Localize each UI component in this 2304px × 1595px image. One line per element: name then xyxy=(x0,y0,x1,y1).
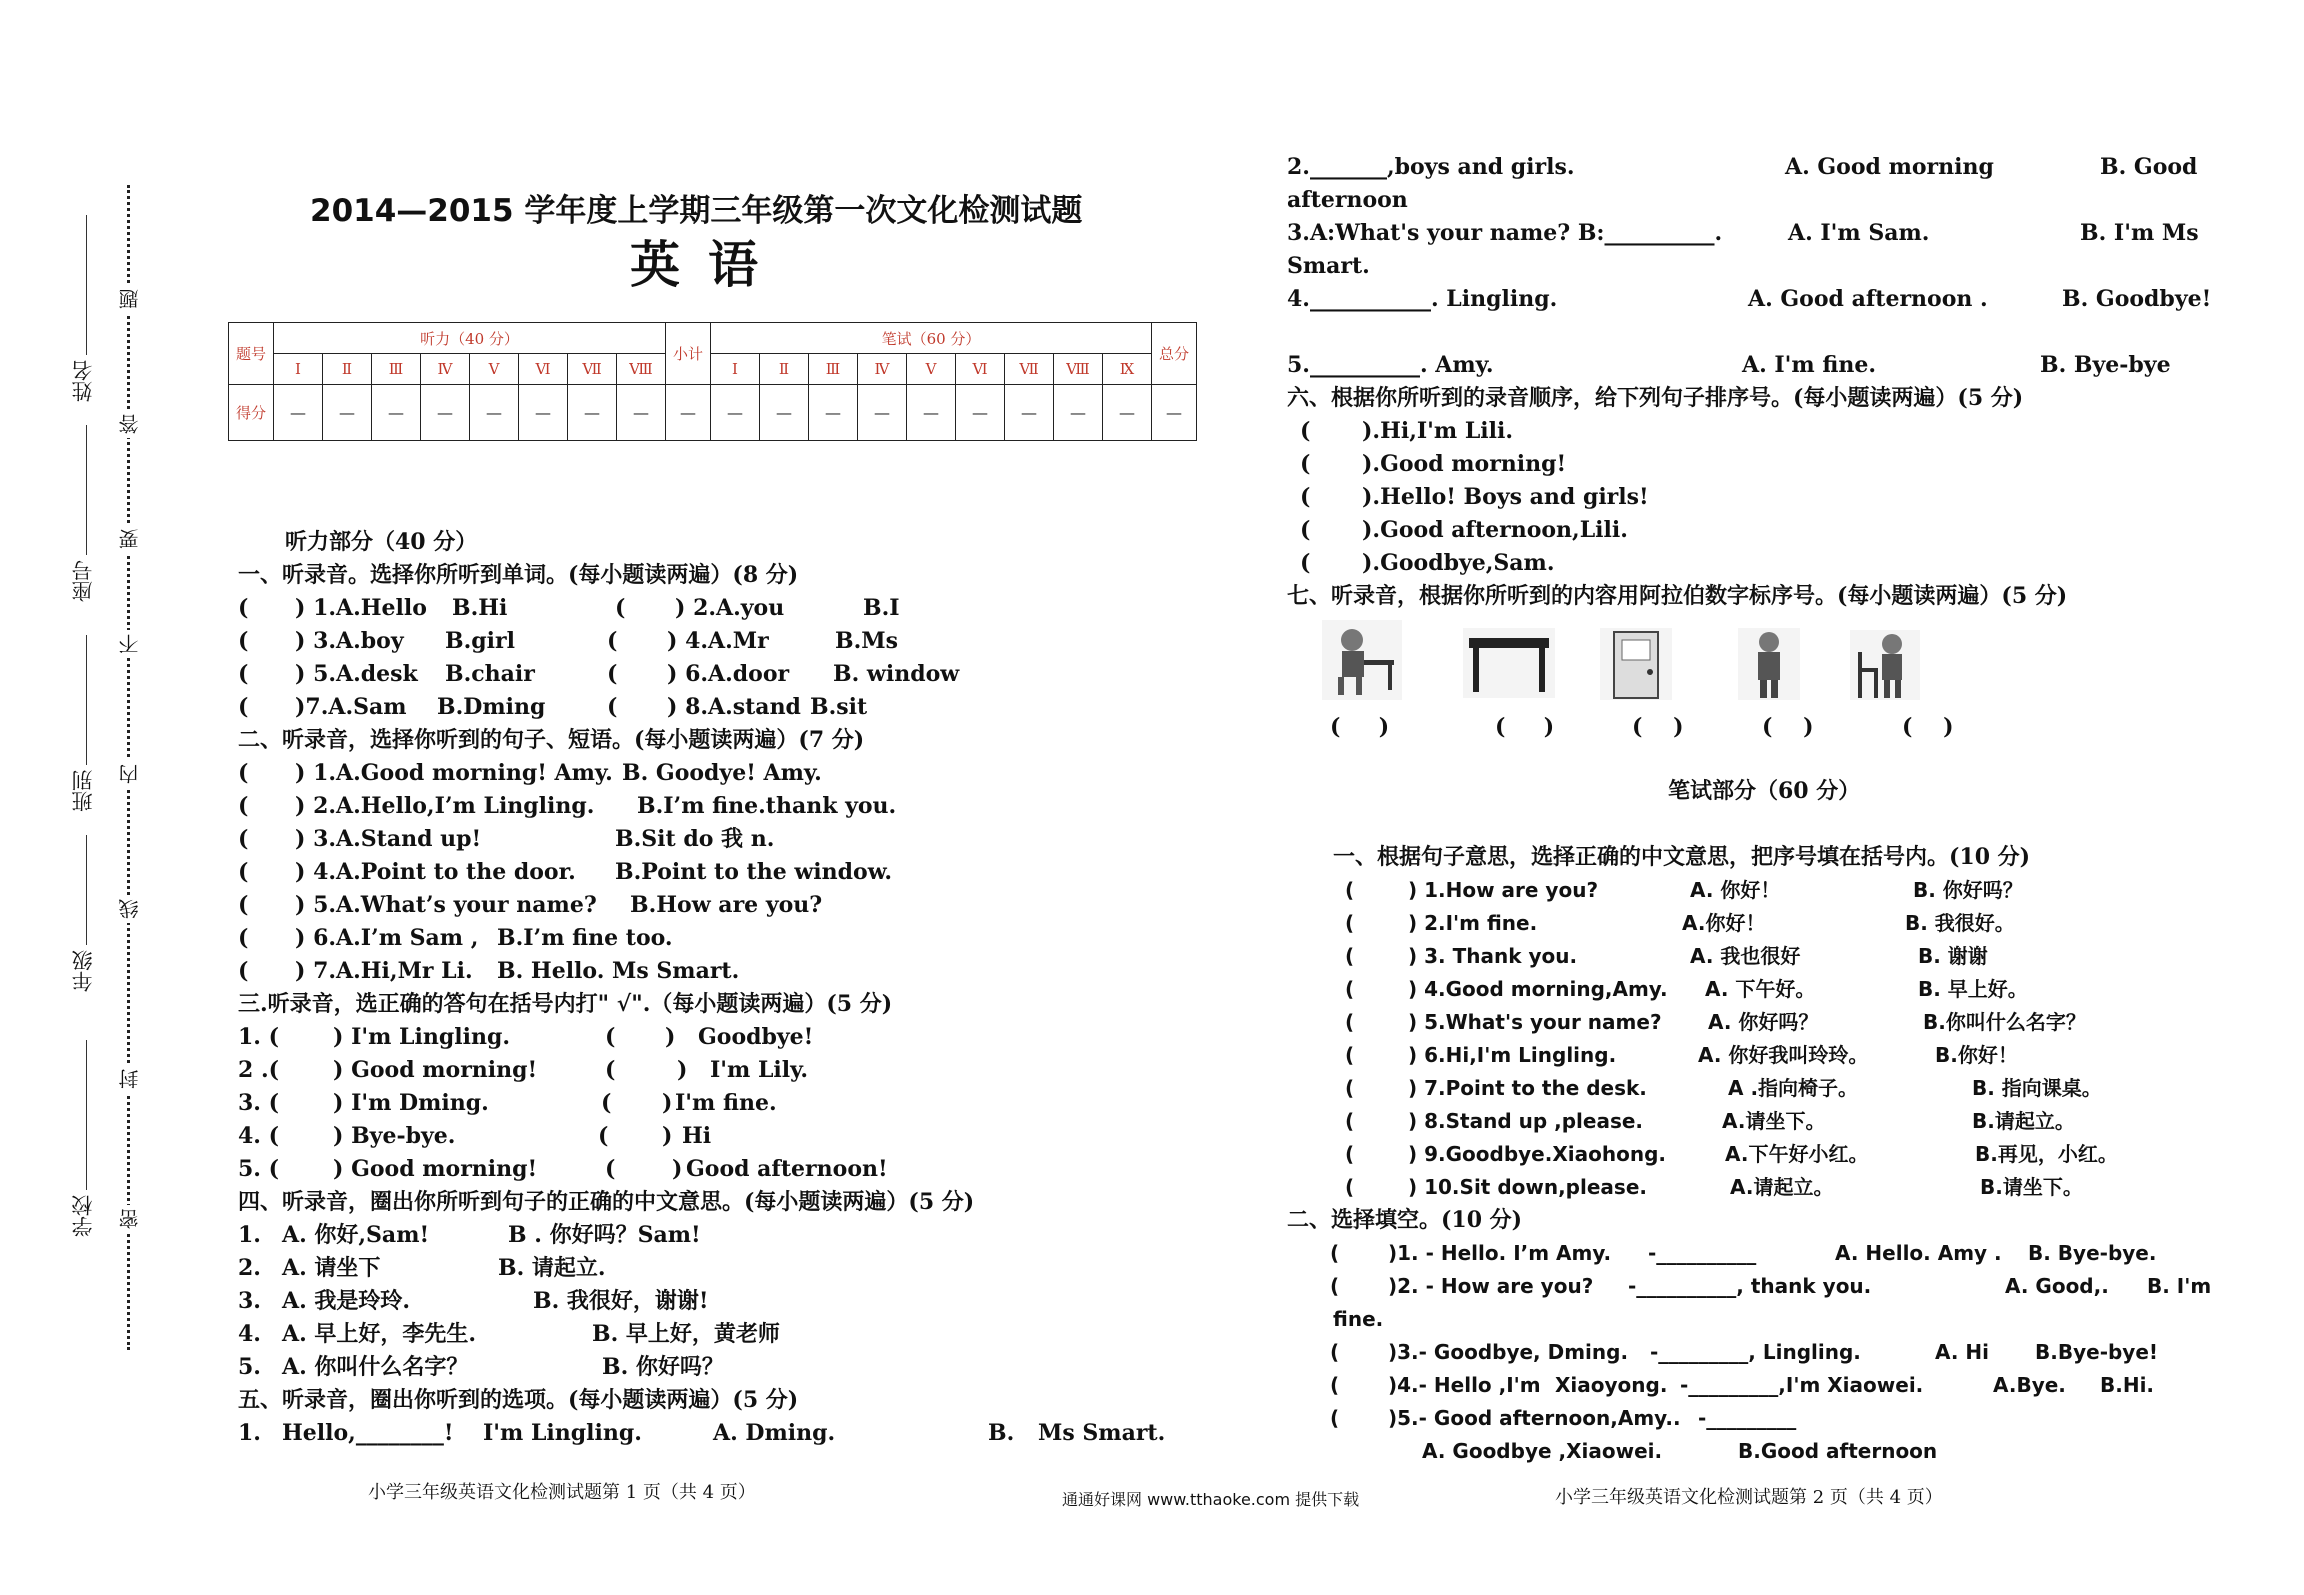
question-text: ) 5.What's your name? xyxy=(1408,1010,1662,1034)
option-text[interactable]: A. 请坐下 xyxy=(282,1255,381,1281)
score-cell[interactable]: — xyxy=(421,385,470,441)
desk-picture xyxy=(1463,628,1555,698)
section-heading: 一、听录音。选择你所听到单词。(每小题读两遍）(8 分) xyxy=(238,562,799,588)
option-text: B.chair xyxy=(445,661,535,687)
option-text: A.下午好小红。 xyxy=(1725,1142,1869,1166)
option-text: )7.A.Sam xyxy=(295,694,407,720)
school-field[interactable] xyxy=(86,1040,87,1190)
option-text: ).Good morning! xyxy=(1362,451,1567,477)
question-text: ) 2.I'm fine. xyxy=(1408,911,1538,935)
option-text[interactable]: B. Goodbye! xyxy=(2062,286,2212,312)
score-cell[interactable]: — xyxy=(1103,385,1152,441)
option-text: ) 1.A.Hello xyxy=(295,595,427,621)
question-text: Xiaoyong. xyxy=(1555,1373,1668,1397)
option-text: ).Hi,I'm Lili. xyxy=(1362,418,1514,444)
question-text: ) 8.Stand up ,please. xyxy=(1408,1109,1644,1133)
col-header: Ⅶ xyxy=(1005,354,1054,385)
col-header: Ⅸ xyxy=(1103,354,1152,385)
option-text: I'm Lily. xyxy=(710,1057,809,1083)
option-text[interactable]: B. xyxy=(988,1420,1015,1446)
question-text: ) 10.Sit down,please. xyxy=(1408,1175,1647,1199)
option-text: ) Good morning! xyxy=(333,1057,538,1083)
item-number: 1. xyxy=(238,1222,261,1248)
option-text: ) I'm Dming. xyxy=(333,1090,489,1116)
col-header: Ⅷ xyxy=(617,354,666,385)
col-header: Ⅳ xyxy=(421,354,470,385)
bracket[interactable]: ( xyxy=(238,958,249,984)
bracket[interactable]: ( xyxy=(1345,1043,1355,1067)
section-heading: 二、听录音，选择你听到的句子、短语。(每小题读两遍）(7 分) xyxy=(238,727,865,753)
bracket[interactable]: ( xyxy=(607,661,618,687)
option-text: B.Sit do 我 n. xyxy=(615,826,775,852)
writing-label: 笔试（60 分） xyxy=(711,323,1152,354)
option-text: ).Good afternoon,Lili. xyxy=(1362,517,1628,543)
option-text: ) 6.A.I’m Sam , xyxy=(295,925,479,951)
bracket[interactable]: ( xyxy=(238,925,249,951)
option-text[interactable]: B . 你好吗？Sam! xyxy=(508,1222,701,1248)
item-number: 3. xyxy=(238,1288,261,1314)
option-text[interactable]: A. Dming. xyxy=(713,1420,836,1446)
bracket: ( xyxy=(1632,714,1643,740)
option-text: ).Goodbye,Sam. xyxy=(1362,550,1555,576)
col-header: Ⅱ xyxy=(760,354,809,385)
col-header: Ⅱ xyxy=(323,354,372,385)
total-label: 总分 xyxy=(1152,323,1197,385)
exam-title: 2014—2015 学年度上学期三年级第一次文化检测试题 xyxy=(310,193,1083,229)
option-text: ) 4.A.Point to the door. xyxy=(295,859,576,885)
option-text: B.Bye-bye! xyxy=(2035,1340,2159,1364)
answer-blank[interactable]: -_________, Lingling. xyxy=(1650,1340,1861,1364)
option-text[interactable]: A. 你叫什么名字？ xyxy=(282,1354,469,1380)
bracket[interactable]: 5. ( xyxy=(238,1156,280,1182)
option-text[interactable]: B. 请起立. xyxy=(498,1255,606,1281)
question-text: Hello,________! xyxy=(282,1420,454,1446)
seal-char: 要 xyxy=(115,525,144,553)
seal-char: 密 xyxy=(115,1205,144,1233)
answer-blank[interactable]: -_________,I'm Xiaowei. xyxy=(1680,1373,1924,1397)
bracket[interactable]: ) xyxy=(677,1057,688,1083)
bracket[interactable]: 2 .( xyxy=(238,1057,280,1083)
option-text: I'm fine. xyxy=(675,1090,777,1116)
score-cell[interactable]: — xyxy=(666,385,711,441)
option-text: B. 早上好。 xyxy=(1918,977,2028,1001)
bracket[interactable]: ( xyxy=(1300,451,1311,477)
col-header: Ⅵ xyxy=(956,354,1005,385)
option-text: B. window xyxy=(833,661,960,687)
score-table xyxy=(228,322,1197,441)
bracket[interactable]: ( xyxy=(605,1024,616,1050)
bracket[interactable]: 3. ( xyxy=(238,1090,280,1116)
seal-char: 线 xyxy=(115,895,144,923)
option-text: B.Good afternoon xyxy=(1738,1439,1938,1463)
col-header: Ⅶ xyxy=(568,354,617,385)
name-field[interactable] xyxy=(86,215,87,355)
option-text: A. Goodbye ,Xiaowei. xyxy=(1422,1439,1663,1463)
question-text: )4.- Hello ,I'm xyxy=(1388,1373,1541,1397)
seal-char: 题 xyxy=(115,285,144,313)
score-cell[interactable]: — xyxy=(907,385,956,441)
bracket[interactable]: ( xyxy=(1300,418,1311,444)
grade-label: 年级 xyxy=(71,950,95,992)
section-heading: 二、选择填空。(10 分) xyxy=(1287,1207,1523,1233)
score-cell[interactable]: — xyxy=(1005,385,1054,441)
option-text: A. Hi xyxy=(1935,1340,1990,1364)
bracket: ) xyxy=(1543,714,1555,740)
score-cell[interactable]: — xyxy=(470,385,519,441)
option-text: B.I xyxy=(863,595,900,621)
bracket[interactable]: ( xyxy=(1300,550,1311,576)
subtotal-label: 小计 xyxy=(666,323,711,385)
seat-field[interactable] xyxy=(86,425,87,555)
answer-bracket[interactable] xyxy=(1762,712,1813,742)
option-text: B.请起立。 xyxy=(1972,1109,2075,1133)
bracket: ( xyxy=(1902,714,1913,740)
bracket[interactable]: ) xyxy=(662,1090,673,1116)
option-text: B.再见，小红。 xyxy=(1975,1142,2118,1166)
option-text: ) 2.A.you xyxy=(675,595,785,621)
option-text: A. Hello. Amy . xyxy=(1835,1241,2002,1265)
question-text: 3.A:What's your name? B:__________. xyxy=(1287,220,1723,246)
option-text[interactable]: A. Good afternoon . xyxy=(1748,286,1988,312)
option-text: B.Point to the window. xyxy=(615,859,893,885)
option-text: B. 你好吗？ xyxy=(1913,878,2023,902)
col-header: Ⅵ xyxy=(519,354,568,385)
listening-heading: 听力部分（40 分） xyxy=(285,529,478,555)
col-header: Ⅰ xyxy=(711,354,760,385)
option-text: Good afternoon! xyxy=(686,1156,888,1182)
section-heading: 七、听录音，根据你所听到的内容用阿拉伯数字标序号。(每小题读两遍）(5 分) xyxy=(1287,583,2068,609)
col-header: Ⅲ xyxy=(372,354,421,385)
question-text: ) 1.How are you? xyxy=(1408,878,1599,902)
option-text: B.girl xyxy=(445,628,515,654)
question-text: ) 6.Hi,I'm Lingling. xyxy=(1408,1043,1617,1067)
bracket[interactable]: ( xyxy=(605,1156,616,1182)
bracket[interactable]: ( xyxy=(1345,1109,1355,1133)
section-heading: 一、根据句子意思，选择正确的中文意思，把序号填在括号内。(10 分) xyxy=(1333,844,2031,870)
score-cell[interactable]: — xyxy=(760,385,809,441)
question-text: ) 7.Point to the desk. xyxy=(1408,1076,1647,1100)
option-text[interactable]: A. 你好,Sam! xyxy=(282,1222,430,1248)
question-text: ) 9.Goodbye.Xiaohong. xyxy=(1408,1142,1666,1166)
door-picture xyxy=(1600,628,1672,700)
option-text[interactable]: Ms Smart. xyxy=(1038,1420,1166,1446)
option-text: B. 指向课桌。 xyxy=(1972,1076,2102,1100)
question-text: 4.___________. Lingling. xyxy=(1287,286,1558,312)
item-label: 题号 xyxy=(229,323,274,385)
page2-footer: 小学三年级英语文化检测试题第 2 页（共 4 页） xyxy=(1555,1487,1943,1508)
grade-field[interactable] xyxy=(86,835,87,945)
bracket[interactable]: ( xyxy=(1300,517,1311,543)
answer-blank[interactable]: -_________ xyxy=(1698,1406,1797,1430)
bracket: ( xyxy=(1495,714,1506,740)
item-number: 5. xyxy=(238,1354,261,1380)
bracket[interactable]: ( xyxy=(1345,944,1355,968)
score-cell[interactable]: — xyxy=(372,385,421,441)
answer-bracket[interactable] xyxy=(1902,712,1953,742)
bracket[interactable]: ) xyxy=(662,1123,673,1149)
option-text: A. 下午好。 xyxy=(1705,977,1816,1001)
bracket[interactable]: ( xyxy=(238,628,249,654)
bracket[interactable]: ( xyxy=(1345,1076,1355,1100)
question-text: ) 3. Thank you. xyxy=(1408,944,1578,968)
bracket[interactable]: ( xyxy=(1345,878,1355,902)
option-text: B.你好！ xyxy=(1935,1043,2018,1067)
option-text: A.请起立。 xyxy=(1730,1175,1834,1199)
option-text[interactable]: B. 我很好，谢谢! xyxy=(533,1288,709,1314)
option-text: A. Good,. xyxy=(2005,1274,2109,1298)
option-text: A .指向椅子。 xyxy=(1728,1076,1859,1100)
question-text: )1. - Hello. I’m Amy. xyxy=(1388,1241,1612,1265)
bracket: ) xyxy=(1943,714,1954,740)
item-number: 1. xyxy=(238,1420,261,1446)
option-text: B. I'm xyxy=(2147,1274,2212,1298)
section-heading: 四、听录音，圈出你所听到句子的正确的中文意思。(每小题读两遍）(5 分) xyxy=(238,1189,975,1215)
option-text: B.Hi xyxy=(452,595,508,621)
bracket[interactable]: ( xyxy=(238,793,249,819)
page1-footer: 小学三年级英语文化检测试题第 1 页（共 4 页） xyxy=(368,1482,756,1503)
option-text: ) 7.A.Hi,Mr Li. xyxy=(295,958,473,984)
bracket[interactable]: ( xyxy=(238,826,249,852)
option-text: A. 我也很好 xyxy=(1690,944,1801,968)
col-header: Ⅳ xyxy=(858,354,907,385)
col-header: Ⅷ xyxy=(1054,354,1103,385)
seal-char: 内 xyxy=(115,760,144,788)
section-heading: 三.听录音，选正确的答句在括号内打" √".（每小题读两遍）(5 分) xyxy=(238,991,893,1017)
option-text[interactable]: B. I'm Ms xyxy=(2080,220,2199,246)
bracket[interactable]: ( xyxy=(598,1123,609,1149)
score-cell[interactable]: — xyxy=(1054,385,1103,441)
option-text: B.Dming xyxy=(437,694,546,720)
option-text: ) Good morning! xyxy=(333,1156,538,1182)
option-text: A. 你好我叫玲玲。 xyxy=(1698,1043,1869,1067)
standing-person-picture xyxy=(1738,628,1800,700)
score-cell[interactable]: — xyxy=(858,385,907,441)
option-text: B.sit xyxy=(810,694,868,720)
score-cell[interactable]: — xyxy=(323,385,372,441)
bracket[interactable]: ( xyxy=(1345,911,1355,935)
question-text: )5.- Good afternoon,Amy.. xyxy=(1388,1406,1681,1430)
answer-bracket[interactable] xyxy=(1495,712,1554,742)
option-text[interactable]: B. 早上好，黄老师 xyxy=(592,1321,780,1347)
bracket: ( xyxy=(1762,714,1773,740)
boy-sitting-at-desk-picture xyxy=(1322,620,1402,700)
option-text: ) 3.A.Stand up! xyxy=(295,826,482,852)
option-text: B.I’m fine.thank you. xyxy=(637,793,897,819)
bracket[interactable]: ( xyxy=(1300,484,1311,510)
bracket[interactable]: ( xyxy=(1345,977,1355,1001)
score-cell[interactable]: — xyxy=(519,385,568,441)
written-heading: 笔试部分（60 分） xyxy=(1668,778,1861,804)
bracket[interactable]: 4. ( xyxy=(238,1123,280,1149)
name-label: 姓名 xyxy=(71,360,95,402)
question-text: I'm Lingling. xyxy=(483,1420,642,1446)
score-cell[interactable]: — xyxy=(809,385,858,441)
option-text: B.Hi. xyxy=(2100,1373,2155,1397)
bracket[interactable]: ( xyxy=(607,694,618,720)
option-text: Goodbye! xyxy=(698,1024,814,1050)
answer-bracket[interactable] xyxy=(1632,712,1683,742)
bracket[interactable]: ( xyxy=(1330,1340,1340,1364)
col-header: Ⅰ xyxy=(274,354,323,385)
bracket: ) xyxy=(1803,714,1814,740)
option-text: B. Hello. Ms Smart. xyxy=(497,958,740,984)
bracket: ) xyxy=(1378,714,1390,740)
bracket[interactable]: ( xyxy=(238,892,249,918)
section-heading: 五、听录音，圈出你听到的选项。(每小题读两遍）(5 分) xyxy=(238,1387,799,1413)
bracket[interactable]: ( xyxy=(238,661,249,687)
option-text[interactable]: Smart. xyxy=(1287,253,1370,279)
option-text: ) 6.A.door xyxy=(667,661,790,687)
bracket[interactable]: ( xyxy=(238,694,249,720)
bracket[interactable]: ( xyxy=(615,595,626,621)
option-text: fine. xyxy=(1333,1307,1384,1331)
option-text: ) 2.A.Hello,I’m Lingling. xyxy=(295,793,595,819)
option-text: B. Goodye! Amy. xyxy=(622,760,822,786)
school-label: 学校 xyxy=(71,1195,95,1237)
question-text: 5.__________. Amy. xyxy=(1287,352,1494,378)
question-text: ) 4.Good morning,Amy. xyxy=(1408,977,1668,1001)
item-number: 2. xyxy=(238,1255,261,1281)
option-text: ) 3.A.boy xyxy=(295,628,404,654)
answer-blank[interactable]: -__________, thank you. xyxy=(1628,1274,1872,1298)
score-label: 得分 xyxy=(229,385,274,441)
option-text[interactable]: B. 你好吗？ xyxy=(602,1354,724,1380)
option-text[interactable]: A. Good morning xyxy=(1785,154,1994,180)
answer-bracket[interactable] xyxy=(1330,712,1389,742)
bracket[interactable]: ( xyxy=(1345,1142,1355,1166)
bracket[interactable]: ( xyxy=(1330,1274,1340,1298)
bracket[interactable]: 1. ( xyxy=(238,1024,280,1050)
option-text[interactable]: A. 早上好，李先生. xyxy=(282,1321,477,1347)
bracket[interactable]: ( xyxy=(607,628,618,654)
option-text: A.请坐下。 xyxy=(1722,1109,1826,1133)
option-text[interactable]: afternoon xyxy=(1287,187,1408,213)
bracket[interactable]: ( xyxy=(1330,1406,1340,1430)
option-text: ) I'm Lingling. xyxy=(333,1024,510,1050)
col-header: Ⅴ xyxy=(907,354,956,385)
option-text: B.请坐下。 xyxy=(1980,1175,2083,1199)
seal-char: 不 xyxy=(115,630,144,658)
seat-label: 座号 xyxy=(71,560,95,602)
option-text[interactable]: A. 我是玲玲. xyxy=(282,1288,411,1314)
option-text[interactable]: B. Good xyxy=(2100,154,2198,180)
score-cell[interactable]: — xyxy=(617,385,666,441)
subject-title: 英语 xyxy=(630,235,786,294)
question-text: )2. - How are you? xyxy=(1388,1274,1594,1298)
option-text[interactable]: B. Bye-bye xyxy=(2040,352,2171,378)
option-text: ) 4.A.Mr xyxy=(667,628,769,654)
bracket: ) xyxy=(1673,714,1684,740)
bracket[interactable]: ( xyxy=(238,760,249,786)
option-text: ) 5.A.desk xyxy=(295,661,418,687)
option-text: ) 8.A.stand xyxy=(667,694,801,720)
col-header: Ⅴ xyxy=(470,354,519,385)
option-text: A.你好！ xyxy=(1682,911,1766,935)
boy-standing-by-chair-picture xyxy=(1850,630,1920,700)
bracket[interactable]: ( xyxy=(1345,1175,1355,1199)
score-cell[interactable]: — xyxy=(711,385,760,441)
class-label: 班别 xyxy=(71,770,95,812)
option-text: B. 我很好。 xyxy=(1905,911,2015,935)
seal-char: 答 xyxy=(115,410,144,438)
seal-char: 封 xyxy=(115,1065,144,1093)
option-text: A. 你好！ xyxy=(1690,878,1781,902)
option-text: Hi xyxy=(682,1123,712,1149)
bracket[interactable]: ) xyxy=(672,1156,683,1182)
listening-label: 听力（40 分） xyxy=(274,323,666,354)
option-text: ) 1.A.Good morning! Amy. xyxy=(295,760,613,786)
item-number: 4. xyxy=(238,1321,261,1347)
option-text: ) Bye-bye. xyxy=(333,1123,456,1149)
bracket: ( xyxy=(1330,714,1341,740)
option-text[interactable]: A. I'm Sam. xyxy=(1788,220,1930,246)
col-header: Ⅲ xyxy=(809,354,858,385)
score-cell[interactable]: — xyxy=(1152,385,1197,441)
bracket[interactable]: ( xyxy=(1330,1373,1340,1397)
option-text: B.I’m fine too. xyxy=(497,925,673,951)
option-text: ).Hello! Boys and girls! xyxy=(1362,484,1649,510)
answer-blank[interactable]: -__________ xyxy=(1648,1241,1757,1265)
option-text: B.How are you? xyxy=(630,892,823,918)
bracket[interactable]: ( xyxy=(238,859,249,885)
question-text: 2._______,boys and girls. xyxy=(1287,154,1575,180)
option-text: B. Bye-bye. xyxy=(2028,1241,2157,1265)
score-cell[interactable]: — xyxy=(568,385,617,441)
section-heading: 六、根据你所听到的录音顺序，给下列句子排序号。(每小题读两遍）(5 分) xyxy=(1287,385,2024,411)
option-text: ) 5.A.What’s your name? xyxy=(295,892,597,918)
bracket[interactable]: ( xyxy=(601,1090,612,1116)
option-text: B.你叫什么名字？ xyxy=(1923,1010,2086,1034)
option-text: B.Ms xyxy=(835,628,898,654)
class-field[interactable] xyxy=(86,635,87,765)
bracket[interactable]: ( xyxy=(1330,1241,1340,1265)
bracket[interactable]: ( xyxy=(238,595,249,621)
score-cell[interactable]: — xyxy=(956,385,1005,441)
option-text: A. 你好吗？ xyxy=(1708,1010,1819,1034)
option-text[interactable]: A. I'm fine. xyxy=(1742,352,1876,378)
option-text: A.Bye. xyxy=(1993,1373,2066,1397)
option-text: B. 谢谢 xyxy=(1918,944,1988,968)
site-footer: 通通好课网 www.tthaoke.com 提供下载 xyxy=(1062,1490,1360,1509)
bracket[interactable]: ( xyxy=(1345,1010,1355,1034)
bracket[interactable]: ) xyxy=(665,1024,676,1050)
question-text: )3.- Goodbye, Dming. xyxy=(1388,1340,1629,1364)
score-cell[interactable]: — xyxy=(274,385,323,441)
bracket[interactable]: ( xyxy=(605,1057,616,1083)
